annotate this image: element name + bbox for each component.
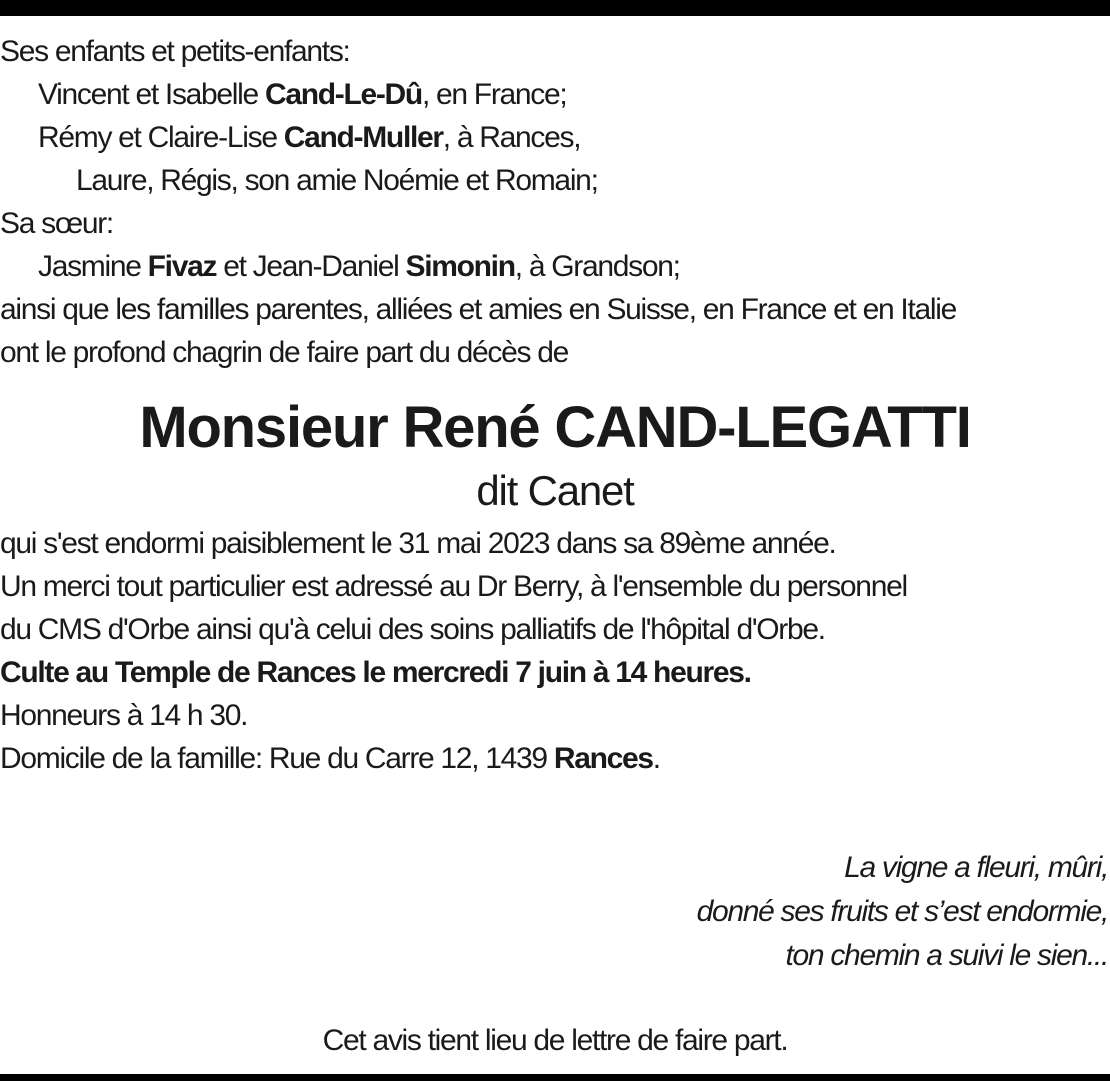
- address-text: .: [652, 742, 660, 775]
- relatives-line: ainsi que les familles parentes, alliées et amies en Suisse, en France et en Italie: [0, 293, 957, 326]
- family-line-child-2: [0, 116, 1110, 159]
- obituary-notice: [0, 30, 1110, 780]
- announcement-line: ont le profond chagrin de faire part du décès de: [0, 336, 569, 369]
- family-line-text: et Jean-Daniel: [216, 250, 406, 283]
- thanks-line: Un merci tout particulier est adressé au Dr Berry, à l'ensemble du personnel: [0, 570, 907, 603]
- surname: Simonin: [405, 250, 515, 283]
- poem-line: ton chemin a suivi le sien...: [785, 939, 1108, 972]
- closing-note: Cet avis tient lieu de lettre de faire part.: [322, 1024, 788, 1057]
- deceased-name: Monsieur René CAND-LEGATTI: [139, 395, 971, 460]
- thanks-line: du CMS d'Orbe ainsi qu'à celui des soins palliatifs de l'hôpital d'Orbe.: [0, 613, 825, 646]
- family-line-grandchildren: Laure, Régis, son amie Noémie et Romain;: [76, 164, 598, 197]
- surname: Fivaz: [147, 250, 217, 283]
- poem-line: La vigne a fleuri, mûri,: [844, 851, 1108, 884]
- family-line-text: , à Grandson;: [514, 250, 680, 283]
- address-town: Rances: [553, 742, 653, 775]
- sister-intro: Sa sœur:: [0, 207, 113, 240]
- poem-line: donné ses fruits et s’est endormie,: [696, 895, 1108, 928]
- honours-details: Honneurs à 14 h 30.: [0, 699, 248, 732]
- family-line-text: , à Rances,: [442, 121, 581, 154]
- bottom-border-rule: [0, 1074, 1110, 1081]
- surname: Cand-Le-Dû: [264, 78, 422, 111]
- poem: [697, 846, 1108, 978]
- family-line-text: , en France;: [421, 78, 567, 111]
- family-address: [0, 737, 1110, 780]
- family-intro: Ses enfants et petits-enfants:: [0, 35, 350, 68]
- address-text: Domicile de la famille: Rue du Carre 12, 1439: [0, 742, 554, 775]
- family-line-text: Vincent et Isabelle: [38, 78, 265, 111]
- family-line-text: Jasmine: [38, 250, 148, 283]
- top-border-rule: [0, 0, 1110, 16]
- family-line-sister: [0, 245, 1110, 288]
- deceased-nickname: dit Canet: [476, 467, 634, 514]
- family-line-child-1: [0, 73, 1110, 116]
- service-details: Culte au Temple de Rances le mercredi 7 juin à 14 heures.: [0, 656, 751, 689]
- family-line-text: Rémy et Claire-Lise: [38, 121, 284, 154]
- surname: Cand-Muller: [283, 121, 443, 154]
- death-details: qui s'est endormi paisiblement le 31 mai 2023 dans sa 89ème année.: [0, 527, 836, 560]
